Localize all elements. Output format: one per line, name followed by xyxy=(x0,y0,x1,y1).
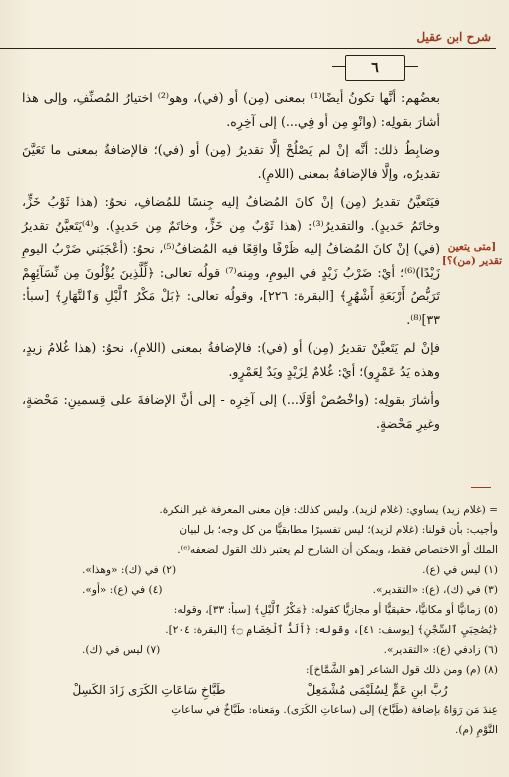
footnotes xyxy=(22,500,498,740)
footnote-row-3 xyxy=(22,640,498,660)
verse-hemistich-2: طَبَّاخِ سَاعَاتِ الكَرَى زَادَ الكَسِلْ xyxy=(72,683,226,697)
verse-hemistich-1: رُبَّ ابنِ عَمٍّ لِسُلَيْمَى مُشْمَعِلْ xyxy=(306,683,448,697)
footnote-continuation-1: = (غلام زيد) يساوي: (غلام لزيد). وليس كذلك: فإن معنى المعرفة غير النكرة. xyxy=(159,504,498,516)
footnote-5b: ﴿يَٰصَٰحِبَيِ ٱلسِّجْنِ﴾ [يوسف: ٤١]، وقوله: ﴿أَلَدُّ ٱلْخِصَامِ ۝﴾ [البقرة: ٢٠٤]. xyxy=(165,624,498,636)
footnote-separator xyxy=(471,487,491,488)
paragraph-3: فيَتَعيَّنُ تقديرُ (مِن) إنْ كانَ المُضافُ إليه جِنسًا للمُضافِ، نحوُ: (هذا ثَوْبُ خَزٍّ، وخاتَمُ حَديدٍ). والتقديرُ⁽³⁾: (هذا ثَوْبٌ مِن خَزٍّ، وخاتَمٌ مِن حَديدٍ). و⁽⁴⁾يَتَعيَّنُ تقديرُ (في) إنْ كانَ المُضافُ إليه ظَرْفًا واقِعًا فيه المُضافُ⁽⁵⁾، نحوُ: (أعْجَبَني ضَرْبُ اليومِ زَيْدًا)⁽⁶⁾؛ أيْ: ضَرْبُ زَيْدٍ في اليومِ، ومِنه⁽⁷⁾ قولُه تعالى: ﴿لِّلَّذِينَ يُؤْلُونَ مِن نِّسَآئِهِمْ تَرَبُّصُ أَرْبَعَةِ أَشْهُرٍ﴾ [البقرة: ٢٢٦]، وقولُه تعالى: ﴿بَلْ مَكْرُ ٱلَّيْلِ وَٱلنَّهَارِ﴾ [سبأ: ٣٣]⁽⁸⁾. xyxy=(22,194,440,327)
footnote-8d: النَّوْمِ (م). xyxy=(455,724,498,736)
footnote-5a: (٥) زمانيًّا أو مكانيًّا، حقيقيًّا أو مجازيًّا كقوله: ﴿مَكْرُ ٱلَّيْلِ﴾ [سبأ: ٣٣]، وقوله: xyxy=(173,604,498,616)
verse-line xyxy=(22,680,498,700)
running-head: شرح ابن عقيل xyxy=(416,30,491,44)
footnote-1: (١) ليس في (ع). xyxy=(422,564,498,576)
footnote-2: (٢) في (ك): «وهذا». xyxy=(82,564,177,576)
footnote-continuation-3: الملك أو الاختصاص فقط، ويمكن أن الشارح لم يعتبر ذلك القول لضعفه⁽ᵉ⁾. xyxy=(177,544,498,556)
footnote-8c: عِندَ مَن رَوَاهُ بإضافة (طَبَّاخ) إلى (ساعاتِ الكَرَى). ومَعناه: طَبَّاخٌ في ساعاتِ xyxy=(171,704,498,716)
footnote-row-2 xyxy=(22,580,498,600)
paragraph-5: وأشارَ بقولِه: (واخْصُصْ أوَّلَا...) إلى آخِرِه - إلى أنَّ الإضافةَ على قِسمينِ: مَحْضةٍ، وغيرِ مَحْضةٍ. xyxy=(22,392,440,431)
paragraph-2: وضابِطُ ذلك: أنَّه إنْ لم يَصْلُحْ إلَّا تقديرُ (مِن) أو (في)؛ فالإضافةُ بمعنى ما تَعَيَّنَ تقديرُه، وإلَّا فالإضافةُ بمعنى (اللامِ). xyxy=(22,142,440,181)
paragraph-1: بعضُهم: أنَّها تكونُ أيضًا⁽¹⁾ بمعنى (مِن) أو (في)، وهو⁽²⁾ اختيارُ المُصنِّفِ، وإلى هذا أشارَ بقولِه: (وانْوِ مِن أو فِي...) إلى آخِرِه. xyxy=(22,90,440,129)
page-number: ٦ xyxy=(345,55,405,81)
main-text xyxy=(22,86,440,440)
footnote-8a: (٨) (م) ومن ذلك قول الشاعر [هو الشَّمَّاخ]: xyxy=(305,664,498,676)
footnote-3: (٣) في (ك)، (ع): «التقدير». xyxy=(372,584,498,596)
footnote-6: (٦) زادفي (ع): «التقدير». xyxy=(383,644,498,656)
paragraph-4: فإنْ لم يَتَعيَّنْ تقديرُ (مِن) أو (في): فالإضافةُ بمعنى (اللامِ)، نحوُ: (هذا غُلامُ زيدٍ، وهذه يَدُ عَمْرٍو)؛ أيْ: غُلامٌ لِزَيْدٍ ويَدٌ لِعَمْرٍو. xyxy=(22,340,440,379)
footnote-row-1 xyxy=(22,560,498,580)
footnote-7: (٧) ليس في (ك). xyxy=(82,644,161,656)
margin-note: [متى يتعين تقدير (من)؟] xyxy=(441,241,503,267)
footnote-4: (٤) في (ع): «أو». xyxy=(82,584,163,596)
footnote-continuation-2: وأجيب: بأن قولنا: (غلام لزيد)؛ ليس تفسيرًا مطابقيًّا من كل وجه؛ بل لبيان xyxy=(179,524,498,536)
header-rule xyxy=(0,48,496,49)
